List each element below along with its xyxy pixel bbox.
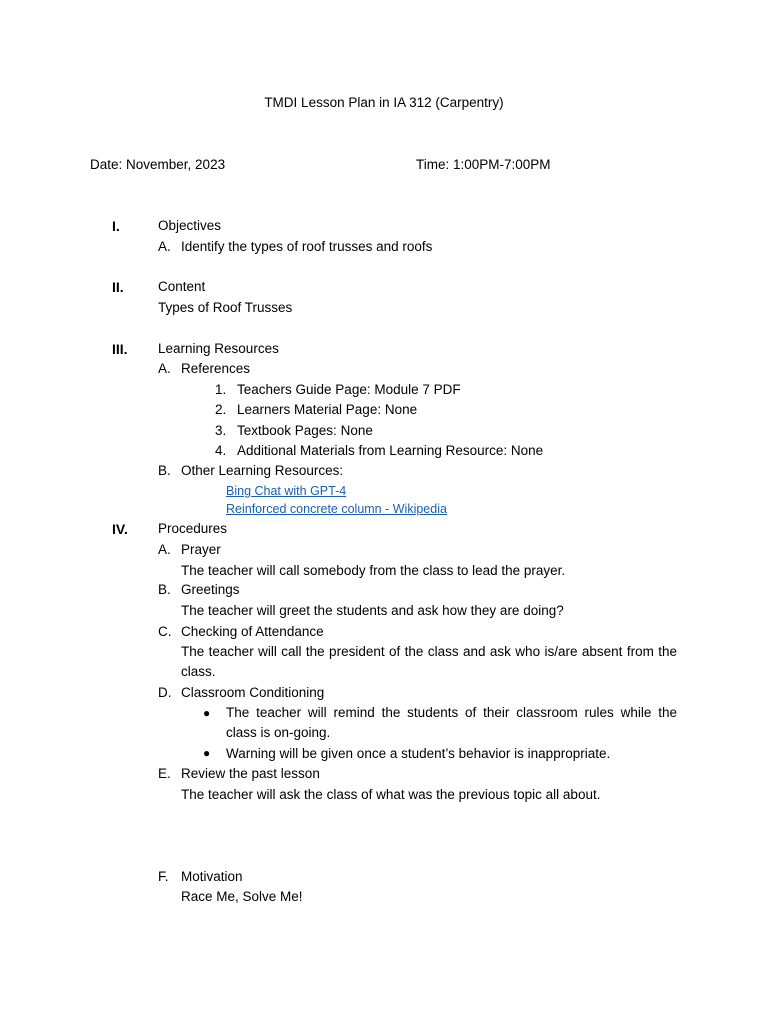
procedure-description: The teacher will call the president of the class and ask who is/are absent from the class.	[181, 644, 677, 679]
section-4-number: IV.	[112, 521, 128, 537]
section-3-heading: Learning Resources	[158, 341, 279, 356]
section-1-heading: Objectives	[158, 218, 222, 233]
procedure-letter: E.	[158, 766, 171, 781]
bullet-text: Warning will be given once a student’s behavior is inappropriate.	[226, 746, 611, 761]
reference-number: 3.	[215, 423, 227, 438]
procedure-title: Prayer	[181, 542, 221, 557]
link-reinforced-concrete-column[interactable]: Reinforced concrete column - Wikipedia	[226, 502, 447, 516]
date-field: Date: November, 2023	[90, 157, 226, 172]
page-title: TMDI Lesson Plan in IA 312 (Carpentry)	[264, 95, 504, 110]
section-2-number: II.	[112, 279, 124, 295]
procedure-title: Classroom Conditioning	[181, 685, 325, 700]
procedure-title: Greetings	[181, 582, 240, 597]
section-3-item-b-text: Other Learning Resources:	[181, 463, 344, 478]
section-4-heading: Procedures	[158, 521, 228, 536]
procedure-letter: B.	[158, 582, 171, 597]
procedure-title: Motivation	[181, 869, 243, 884]
procedure-description: The teacher will call somebody from the class to lead the prayer.	[181, 563, 566, 578]
reference-text: Teachers Guide Page: Module 7 PDF	[237, 382, 461, 397]
section-1-number: I.	[112, 218, 120, 234]
link-bing-chat[interactable]: Bing Chat with GPT-4	[226, 484, 347, 498]
procedure-title: Checking of Attendance	[181, 624, 324, 639]
section-3-item-a-letter: A.	[158, 361, 171, 376]
section-1-item-a-letter: A.	[158, 239, 171, 254]
procedure-letter: D.	[158, 685, 172, 700]
procedure-description: Race Me, Solve Me!	[181, 889, 303, 904]
bullet-text: The teacher will remind the students of their classroom rules while the class is on-going.	[226, 705, 677, 740]
reference-number: 2.	[215, 402, 227, 417]
time-field: Time: 1:00PM-7:00PM	[416, 157, 551, 172]
section-1-item-a-text: Identify the types of roof trusses and roofs	[181, 239, 433, 254]
reference-text: Textbook Pages: None	[237, 423, 373, 438]
procedure-letter: C.	[158, 624, 172, 639]
reference-number: 1.	[215, 382, 227, 397]
section-3-number: III.	[112, 341, 128, 357]
section-3-item-a-text: References	[181, 361, 251, 376]
procedure-description: The teacher will greet the students and ask how they are doing?	[181, 603, 564, 618]
section-2-text: Types of Roof Trusses	[158, 300, 293, 315]
procedure-letter: F.	[158, 869, 169, 884]
reference-number: 4.	[215, 443, 227, 458]
procedure-letter: A.	[158, 542, 171, 557]
procedure-title: Review the past lesson	[181, 766, 320, 781]
reference-text: Additional Materials from Learning Resource: None	[237, 443, 544, 458]
reference-text: Learners Material Page: None	[237, 402, 418, 417]
procedure-description: The teacher will ask the class of what was the previous topic all about.	[181, 787, 601, 802]
bullet-icon: ●	[203, 706, 211, 720]
section-3-item-b-letter: B.	[158, 463, 171, 478]
bullet-icon: ●	[203, 746, 211, 760]
section-2-heading: Content	[158, 279, 206, 294]
